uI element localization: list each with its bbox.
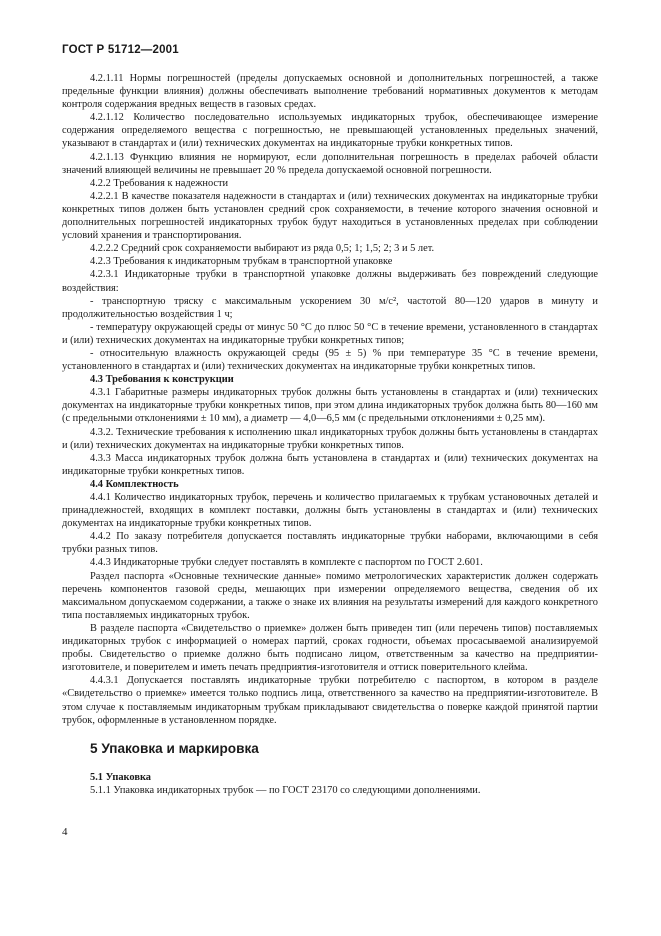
paragraph: 4.4.1 Количество индикаторных трубок, перечень и количество прилагаемых к трубкам установочных деталей и принадлежностей, входящих в комплект поставки, должны быть установлены в стандартах и (или) технических документах на индикаторные трубки конкретных типов. xyxy=(62,492,598,530)
paragraph: Раздел паспорта «Основные технические данные» помимо метрологических характеристик должен содержать перечень компонентов газовой среды, мешающих при измерении определяемого вещества, сведения об их максимальном допускаемом содержании, а также о знаке их влияния на результаты измерений для каждого конкретного типа поставляемых индикаторных трубок. xyxy=(62,570,598,621)
paragraph: 4.3.1 Габаритные размеры индикаторных трубок должны быть установлены в стандартах и (или) технических документах на индикаторные трубки конкретных типов, при этом длина индикаторных трубок должна быть 80—160 мм (с предельными отклонениями ± 10 мм), а диаметр — 4,0—6,5 мм (с предельными отклонениями ± 0,25 мм). xyxy=(62,387,598,425)
paragraph: В разделе паспорта «Свидетельство о приемке» должен быть приведен тип (или перечень типов) поставляемых индикаторных трубок с информацией о номерах партий, сроках годности, объемах просасываемой анализируемой пробы. Свидетельство о приемке должно быть подписано лицом, ответственным за качество на предприятии-изготовителе, и поверителем и иметь печать предприятия-изготовителя и оттиск поверительного клейма. xyxy=(62,622,598,674)
section-heading: 5.1 Упаковка xyxy=(90,771,151,783)
section-heading: 4.4 Комплектность xyxy=(90,478,179,490)
paragraph: 4.2.2.1 В качестве показателя надежности в стандартах и (или) технических документах на индикаторные трубки конкретных типов должен быть установлен средний срок сохраняемости, в течение которого значения основной и дополнительных погрешностей индикаторных трубок будут находиться в установленных пределах при соблюдении условий хранения и транспортирования. xyxy=(62,190,598,242)
page-number: 4 xyxy=(62,826,68,838)
list-item: - температуру окружающей среды от минус 50 °С до плюс 50 °С в течение времени, установленного в стандартах и (или) технических документах на индикаторные трубки конкретных типов; xyxy=(62,321,598,346)
document-header: ГОСТ Р 51712—2001 xyxy=(62,44,179,56)
paragraph: 4.2.3 Требования к индикаторным трубкам в транспортной упаковке xyxy=(90,256,393,268)
paragraph: 4.4.2 По заказу потребителя допускается поставлять индикаторные трубки наборами, включающими в себя трубки разных типов. xyxy=(62,531,598,556)
page-body xyxy=(62,72,598,797)
paragraph: 4.2.1.11 Нормы погрешностей (пределы допускаемых основной и дополнительных погрешностей, а также предельные функции влияния) должны обеспечивать выполнение требований нормативных документов к методам контроля содержания вредных веществ в газовых средах. xyxy=(62,73,598,111)
paragraph: 4.3.2. Технические требования к исполнению шкал индикаторных трубок должны быть установлены в стандартах и (или) технических документах на индикаторные трубки конкретных типов. xyxy=(62,426,598,451)
paragraph: 4.2.1.13 Функцию влияния не нормируют, если дополнительная погрешность в пределах рабочей области значений влияющей величины не превышает 20 % предела допускаемой основной погрешности. xyxy=(62,151,598,176)
paragraph: 4.4.3.1 Допускается поставлять индикаторные трубки потребителю с паспортом, в котором в разделе «Свидетельство о приемке» имеется только подпись лица, ответственного за качество на предприятии-изготовителе. В этом случае к поставляемым индикаторным трубкам прикладывают свидетельства о поверке каждой принятой партии трубок, оформленные в установленном порядке. xyxy=(62,675,598,726)
paragraph: 4.2.3.1 Индикаторные трубки в транспортной упаковке должны выдерживать без повреждений следующие воздействия: xyxy=(62,269,598,294)
list-item: - относительную влажность окружающей среды (95 ± 5) % при температуре 35 °С в течение времени, установленного в стандартах и (или) технических документах на индикаторные трубки конкретных типов. xyxy=(62,347,598,373)
paragraph: 4.4.3 Индикаторные трубки следует поставлять в комплекте с паспортом по ГОСТ 2.601. xyxy=(90,557,483,569)
paragraph: 5.1.1 Упаковка индикаторных трубок — по ГОСТ 23170 со следующими дополнениями. xyxy=(90,784,481,796)
paragraph: 4.2.2.2 Средний срок сохраняемости выбирают из ряда 0,5; 1; 1,5; 2; 3 и 5 лет. xyxy=(90,243,435,255)
paragraph: 4.2.1.12 Количество последовательно используемых индикаторных трубок, обеспечивающее измерение содержания определяемого вещества с погрешностью, не превышающей установленных предельных значений, указывают в стандартах и (или) технических документах на индикаторные трубки конкретных типов. xyxy=(62,112,598,150)
paragraph: 4.3.3 Масса индикаторных трубок должна быть установлена в стандартах и (или) технических документах на индикаторные трубки конкретных типов. xyxy=(62,452,598,477)
list-item: - транспортную тряску с максимальным ускорением 30 м/с², частотой 80—120 ударов в минуту и продолжительностью воздействия 1 ч; xyxy=(62,295,598,320)
paragraph: 4.2.2 Требования к надежности xyxy=(90,177,229,189)
section-heading: 4.3 Требования к конструкции xyxy=(90,374,234,386)
chapter-heading: 5 Упаковка и маркировка xyxy=(90,740,259,756)
